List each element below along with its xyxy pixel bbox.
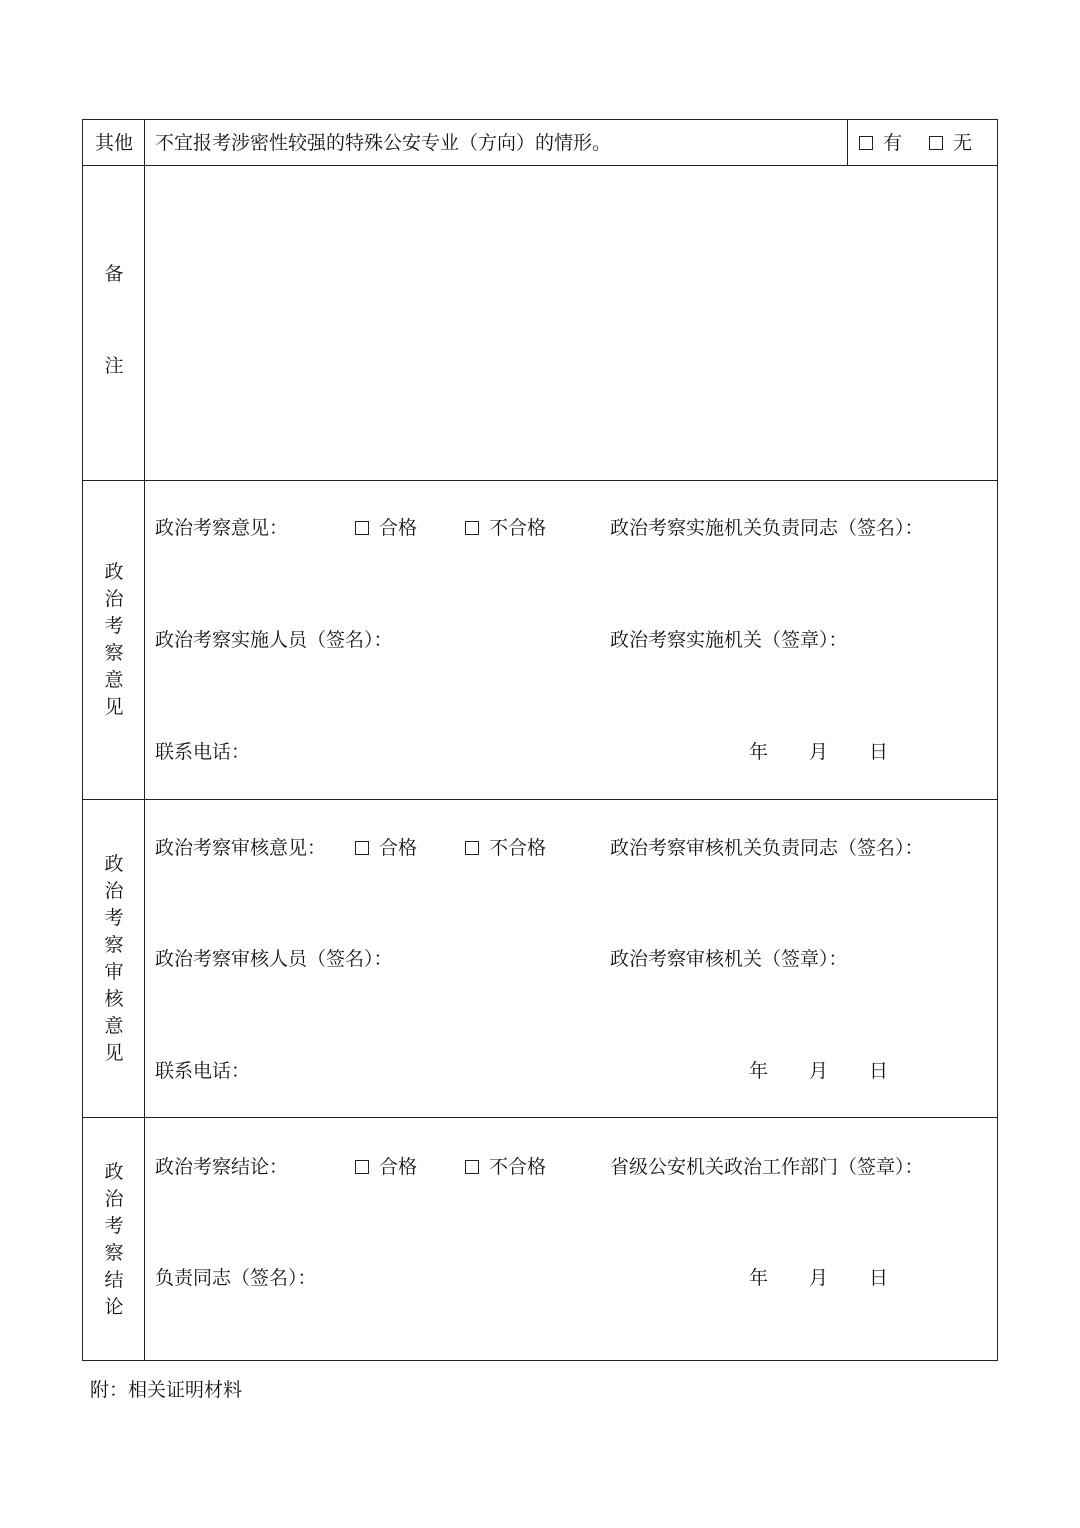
opinion-label-char: 察 — [104, 642, 124, 664]
opinion-section-label — [83, 559, 145, 721]
conclusion-label-char: 结 — [104, 1269, 124, 1291]
opinion-label-char: 治 — [104, 588, 124, 610]
conclusion-label-char: 政 — [104, 1161, 124, 1183]
review-fail-label: 不合格 — [489, 837, 547, 859]
review-checkbox-pass[interactable] — [355, 841, 369, 855]
conclusion-section-label — [83, 1159, 145, 1321]
review-phone: 联系电话： — [155, 1060, 251, 1082]
opinion-fail-label: 不合格 — [489, 517, 547, 539]
review-label-char: 见 — [104, 1042, 124, 1064]
remarks-label — [83, 265, 145, 376]
opinion-option-pass[interactable] — [355, 519, 417, 538]
review-label-char: 治 — [104, 880, 124, 902]
opinion-label-char: 政 — [104, 561, 124, 583]
row-divider-3 — [83, 799, 997, 800]
review-option-fail[interactable] — [465, 839, 546, 858]
review-label-char: 政 — [104, 853, 124, 875]
review-label-char: 审 — [104, 961, 124, 983]
option-no[interactable] — [929, 134, 972, 153]
conclusion-option-fail[interactable] — [465, 1158, 546, 1177]
option-yes-label: 有 — [883, 132, 903, 154]
opinion-checkbox-fail[interactable] — [465, 521, 479, 535]
review-opinion-label: 政治考察审核意见： — [155, 837, 327, 859]
review-label-char: 考 — [104, 907, 124, 929]
conclusion-checkbox-pass[interactable] — [355, 1160, 369, 1174]
review-date-year: 年 — [749, 1060, 769, 1082]
conclusion-date-day: 日 — [869, 1267, 889, 1289]
conclusion-pass-label: 合格 — [379, 1156, 418, 1178]
attachment-note: 附：相关证明材料 — [90, 1379, 243, 1401]
opinion-leader-sign: 政治考察实施机关负责同志（签名）： — [610, 517, 924, 539]
other-label: 其他 — [95, 132, 134, 154]
option-no-label: 无 — [953, 132, 973, 154]
review-date-day: 日 — [869, 1060, 889, 1082]
other-text: 不宜报考涉密性较强的特殊公安专业（方向）的情形。 — [155, 132, 612, 154]
conclusion-label-char: 察 — [104, 1242, 124, 1264]
checkbox-no[interactable] — [929, 136, 943, 150]
opinion-phone: 联系电话： — [155, 741, 251, 763]
opinion-org-seal: 政治考察实施机关（签章）： — [610, 629, 848, 651]
conclusion-label-char: 考 — [104, 1215, 124, 1237]
row-divider-2 — [83, 480, 997, 481]
review-pass-label: 合格 — [379, 837, 418, 859]
review-label-char: 察 — [104, 934, 124, 956]
opinion-date-day: 日 — [869, 741, 889, 763]
remarks-label-char: 注 — [104, 355, 124, 377]
opinion-date-year: 年 — [749, 741, 769, 763]
review-checkbox-fail[interactable] — [465, 841, 479, 855]
conclusion-leader-sign: 负责同志（签名）： — [155, 1267, 317, 1289]
review-staff-sign: 政治考察审核人员（签名）： — [155, 948, 393, 970]
row-divider-4 — [83, 1117, 997, 1118]
conclusion-label-char: 论 — [104, 1296, 124, 1318]
checkbox-column-divider — [847, 120, 848, 165]
remarks-label-char: 备 — [104, 263, 124, 285]
conclusion-label: 政治考察结论： — [155, 1156, 289, 1178]
checkbox-yes[interactable] — [859, 136, 873, 150]
opinion-label-char: 见 — [104, 696, 124, 718]
opinion-option-fail[interactable] — [465, 519, 546, 538]
review-label-char: 意 — [104, 1015, 124, 1037]
political-review-form — [82, 119, 998, 1361]
conclusion-date-year: 年 — [749, 1267, 769, 1289]
review-section-label — [83, 851, 145, 1067]
opinion-staff-sign: 政治考察实施人员（签名）： — [155, 629, 393, 651]
conclusion-fail-label: 不合格 — [489, 1156, 547, 1178]
conclusion-checkbox-fail[interactable] — [465, 1160, 479, 1174]
remarks-field[interactable] — [146, 167, 997, 479]
review-org-seal: 政治考察审核机关（签章）： — [610, 948, 848, 970]
opinion-checkbox-pass[interactable] — [355, 521, 369, 535]
conclusion-date-month: 月 — [809, 1267, 829, 1289]
row-divider-1 — [83, 165, 997, 166]
review-option-pass[interactable] — [355, 839, 417, 858]
opinion-label-char: 意 — [104, 669, 124, 691]
option-yes[interactable] — [859, 134, 902, 153]
conclusion-option-pass[interactable] — [355, 1158, 417, 1177]
opinion-pass-label: 合格 — [379, 517, 418, 539]
opinion-label-char: 考 — [104, 615, 124, 637]
conclusion-label-char: 治 — [104, 1188, 124, 1210]
opinion-date-month: 月 — [809, 741, 829, 763]
opinion-label: 政治考察意见： — [155, 517, 289, 539]
review-date-month: 月 — [809, 1060, 829, 1082]
conclusion-dept-seal: 省级公安机关政治工作部门（签章）： — [610, 1156, 924, 1178]
review-label-char: 核 — [104, 988, 124, 1010]
review-leader-sign: 政治考察审核机关负责同志（签名）： — [610, 837, 924, 859]
